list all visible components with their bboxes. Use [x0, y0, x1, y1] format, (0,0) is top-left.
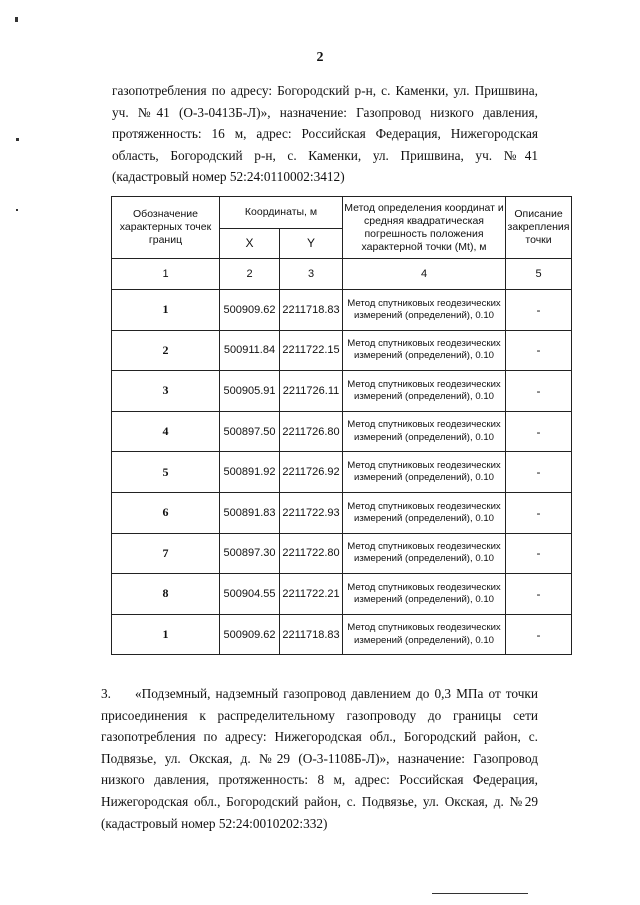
- header-y: Y: [280, 229, 343, 259]
- index-cell: 5: [506, 259, 572, 290]
- method-cell: Метод спутниковых геодезических измерений (определений), 0.10: [343, 533, 506, 574]
- point-cell: 3: [112, 371, 220, 412]
- page-number: 2: [316, 50, 324, 65]
- header-method: Метод определения координат и средняя квадратическая погрешность положения характерной точки (Mt), м: [343, 197, 506, 259]
- method-cell: Метод спутниковых геодезических измерений (определений), 0.10: [343, 371, 506, 412]
- description-cell: -: [506, 290, 572, 331]
- point-cell: 5: [112, 452, 220, 493]
- y-cell: 2211722.21: [280, 574, 343, 615]
- table-row: [112, 330, 572, 371]
- index-cell: 1: [112, 259, 220, 290]
- point-cell: 6: [112, 492, 220, 533]
- y-cell: 2211722.93: [280, 492, 343, 533]
- scan-mark: [16, 138, 19, 141]
- table-row: [112, 290, 572, 331]
- point-cell: 1: [112, 290, 220, 331]
- point-cell: 1: [112, 614, 220, 655]
- description-cell: -: [506, 330, 572, 371]
- point-cell: 7: [112, 533, 220, 574]
- x-cell: 500904.55: [220, 574, 280, 615]
- table-row: [112, 371, 572, 412]
- table-row: [112, 574, 572, 615]
- index-cell: 2: [220, 259, 280, 290]
- method-cell: Метод спутниковых геодезических измерений (определений), 0.10: [343, 614, 506, 655]
- y-cell: 2211726.80: [280, 411, 343, 452]
- y-cell: 2211726.92: [280, 452, 343, 493]
- footer-rule: [432, 893, 528, 894]
- index-cell: 4: [343, 259, 506, 290]
- description-cell: -: [506, 574, 572, 615]
- scan-mark: [15, 17, 18, 22]
- point-cell: 8: [112, 574, 220, 615]
- intro-paragraph: газопотребления по адресу: Богородский р-н, с. Каменки, ул. Пришвина, уч. №41 (О-3-0413Б-Л)», назначение: Газопровод низкого давления, протяженность: 16 м, адрес: Российская Федерация, Нижегородская область, Богородский р-н, с. Каменки, ул. Пришвина, уч. №41 (кадастровый номер 52:24:0110002:3412): [112, 83, 538, 185]
- header-coords: Координаты, м: [220, 197, 343, 229]
- description-cell: -: [506, 533, 572, 574]
- item-3-number: 3.: [101, 686, 111, 701]
- description-cell: -: [506, 614, 572, 655]
- x-cell: 500897.30: [220, 533, 280, 574]
- table-row: [112, 533, 572, 574]
- table-row: [112, 452, 572, 493]
- table-row: [112, 411, 572, 452]
- table-row: [112, 492, 572, 533]
- header-description: Описание закрепления точки: [506, 197, 572, 259]
- method-cell: Метод спутниковых геодезических измерений (определений), 0.10: [343, 290, 506, 331]
- y-cell: 2211718.83: [280, 614, 343, 655]
- x-cell: 500909.62: [220, 614, 280, 655]
- x-cell: 500891.83: [220, 492, 280, 533]
- y-cell: 2211718.83: [280, 290, 343, 331]
- method-cell: Метод спутниковых геодезических измерений (определений), 0.10: [343, 574, 506, 615]
- x-cell: 500905.91: [220, 371, 280, 412]
- method-cell: Метод спутниковых геодезических измерений (определений), 0.10: [343, 411, 506, 452]
- x-cell: 500911.84: [220, 330, 280, 371]
- scan-mark: [16, 209, 18, 211]
- table-row: [112, 614, 572, 655]
- method-cell: Метод спутниковых геодезических измерений (определений), 0.10: [343, 330, 506, 371]
- index-cell: 3: [280, 259, 343, 290]
- method-cell: Метод спутниковых геодезических измерений (определений), 0.10: [343, 452, 506, 493]
- method-cell: Метод спутниковых геодезических измерений (определений), 0.10: [343, 492, 506, 533]
- point-cell: 4: [112, 411, 220, 452]
- x-cell: 500891.92: [220, 452, 280, 493]
- description-cell: -: [506, 411, 572, 452]
- item-3-paragraph: [101, 683, 538, 834]
- x-cell: 500909.62: [220, 290, 280, 331]
- description-cell: -: [506, 492, 572, 533]
- y-cell: 2211722.80: [280, 533, 343, 574]
- header-points: Обозначение характерных точек границ: [112, 197, 220, 259]
- point-cell: 2: [112, 330, 220, 371]
- y-cell: 2211722.15: [280, 330, 343, 371]
- description-cell: -: [506, 371, 572, 412]
- x-cell: 500897.50: [220, 411, 280, 452]
- coordinates-table: [111, 196, 572, 655]
- item-3-text: «Подземный, надземный газопровод давлением до 0,3 МПа от точки присоединения к распределительному газопроводу до границы сети газопотребления по адресу: Нижегородская обл., Богородский район, с. Подвязье, ул. Окская, д. №29 (О-3-1108Б-Л)», назначение: Газопровод низкого давления, протяженность: 8 м, адрес: Российская Федерация, Нижегородская обл., Богородский район, с. Подвязье, ул. Окская, д. №29 (кадастровый номер 52:24:0010202:332): [101, 686, 538, 831]
- y-cell: 2211726.11: [280, 371, 343, 412]
- description-cell: -: [506, 452, 572, 493]
- header-x: X: [220, 229, 280, 259]
